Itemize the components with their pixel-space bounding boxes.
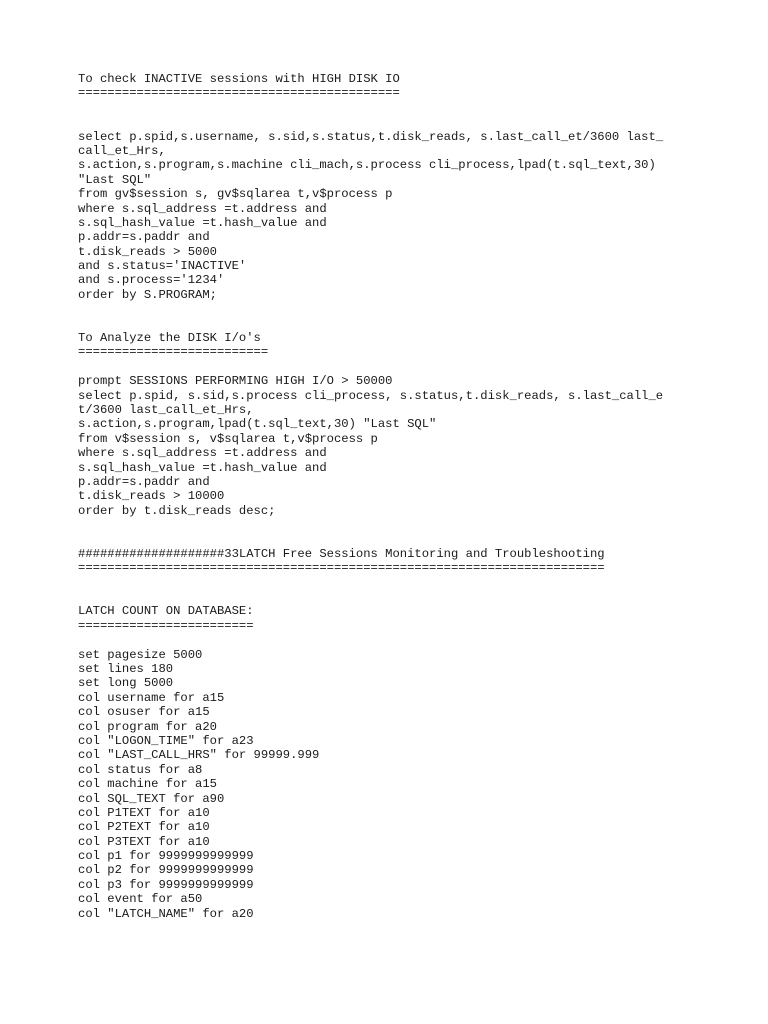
- code-line: order by S.PROGRAM;: [78, 287, 217, 302]
- blank-line: [78, 533, 758, 547]
- code-line: col "LAST_CALL_HRS" for 99999.999: [78, 748, 320, 763]
- code-line: To check INACTIVE sessions with HIGH DISK IO: [78, 72, 400, 86]
- code-line: and s.status='INACTIVE': [78, 259, 247, 274]
- code-line: from v$session s, v$sqlarea t,v$process p: [78, 431, 378, 446]
- code-line: ####################33LATCH Free Sessions Monitoring and Troubleshooting: [78, 546, 605, 561]
- code-line: select p.spid,s.username, s.sid,s.status,t.disk_reads, s.last_call_et/3600 last_: [78, 129, 664, 144]
- blank-line: [78, 115, 758, 129]
- code-line: col p2 for 9999999999999: [78, 863, 254, 878]
- code-line: col osuser for a15: [78, 705, 210, 720]
- code-line: order by t.disk_reads desc;: [78, 503, 276, 518]
- code-line: t/3600 last_call_et_Hrs,: [78, 402, 254, 417]
- blank-line: [78, 317, 758, 331]
- blank-line: [78, 101, 758, 115]
- code-line: ==========================: [78, 345, 269, 360]
- code-line: col SQL_TEXT for a90: [78, 791, 225, 806]
- blank-line: [78, 590, 758, 604]
- code-line: ========================================================================: [78, 561, 605, 576]
- code-line: ============================================: [78, 86, 400, 101]
- code-line: col p3 for 9999999999999: [78, 877, 254, 892]
- code-line: set pagesize 5000: [78, 647, 203, 662]
- code-line: from gv$session s, gv$sqlarea t,v$process p: [78, 187, 393, 202]
- code-line: t.disk_reads > 10000: [78, 489, 225, 504]
- code-line: t.disk_reads > 5000: [78, 244, 217, 259]
- code-line: col P2TEXT for a10: [78, 820, 210, 835]
- code-line: prompt SESSIONS PERFORMING HIGH I/O > 50000: [78, 374, 393, 389]
- code-line: select p.spid, s.sid,s.process cli_process, s.status,t.disk_reads, s.last_call_e: [78, 388, 664, 403]
- code-line: ========================: [78, 618, 254, 633]
- code-line: "Last SQL": [78, 172, 152, 187]
- code-line: col status for a8: [78, 762, 203, 777]
- code-line: col "LATCH_NAME" for a20: [78, 906, 254, 921]
- code-line: col P1TEXT for a10: [78, 805, 210, 820]
- code-line: col program for a20: [78, 719, 217, 734]
- code-line: and s.process='1234': [78, 273, 225, 288]
- blank-line: [78, 302, 758, 316]
- code-line: s.action,s.program,lpad(t.sql_text,30) "Last SQL": [78, 417, 437, 432]
- code-line: p.addr=s.paddr and: [78, 230, 210, 245]
- code-line: col event for a50: [78, 892, 203, 907]
- code-line: col p1 for 9999999999999: [78, 849, 254, 864]
- code-line: p.addr=s.paddr and: [78, 474, 210, 489]
- code-line: where s.sql_address =t.address and: [78, 201, 327, 216]
- blank-line: [78, 633, 758, 647]
- code-line: set long 5000: [78, 676, 174, 691]
- code-line: col P3TEXT for a10: [78, 834, 210, 849]
- code-line: call_et_Hrs,: [78, 143, 166, 158]
- code-line: where s.sql_address =t.address and: [78, 446, 327, 461]
- code-line: To Analyze the DISK I/o's: [78, 331, 261, 346]
- code-line: set lines 180: [78, 662, 174, 677]
- blank-line: [78, 360, 758, 374]
- code-line: col username for a15: [78, 690, 225, 705]
- code-line: s.sql_hash_value =t.hash_value and: [78, 215, 327, 230]
- blank-line: [78, 518, 758, 532]
- code-line: col machine for a15: [78, 777, 217, 792]
- code-line: col "LOGON_TIME" for a23: [78, 733, 254, 748]
- code-line: LATCH COUNT ON DATABASE:: [78, 604, 254, 619]
- blank-line: [78, 576, 758, 590]
- code-line: s.action,s.program,s.machine cli_mach,s.process cli_process,lpad(t.sql_text,30): [78, 158, 656, 173]
- code-line: s.sql_hash_value =t.hash_value and: [78, 460, 327, 475]
- document-body: [78, 72, 758, 921]
